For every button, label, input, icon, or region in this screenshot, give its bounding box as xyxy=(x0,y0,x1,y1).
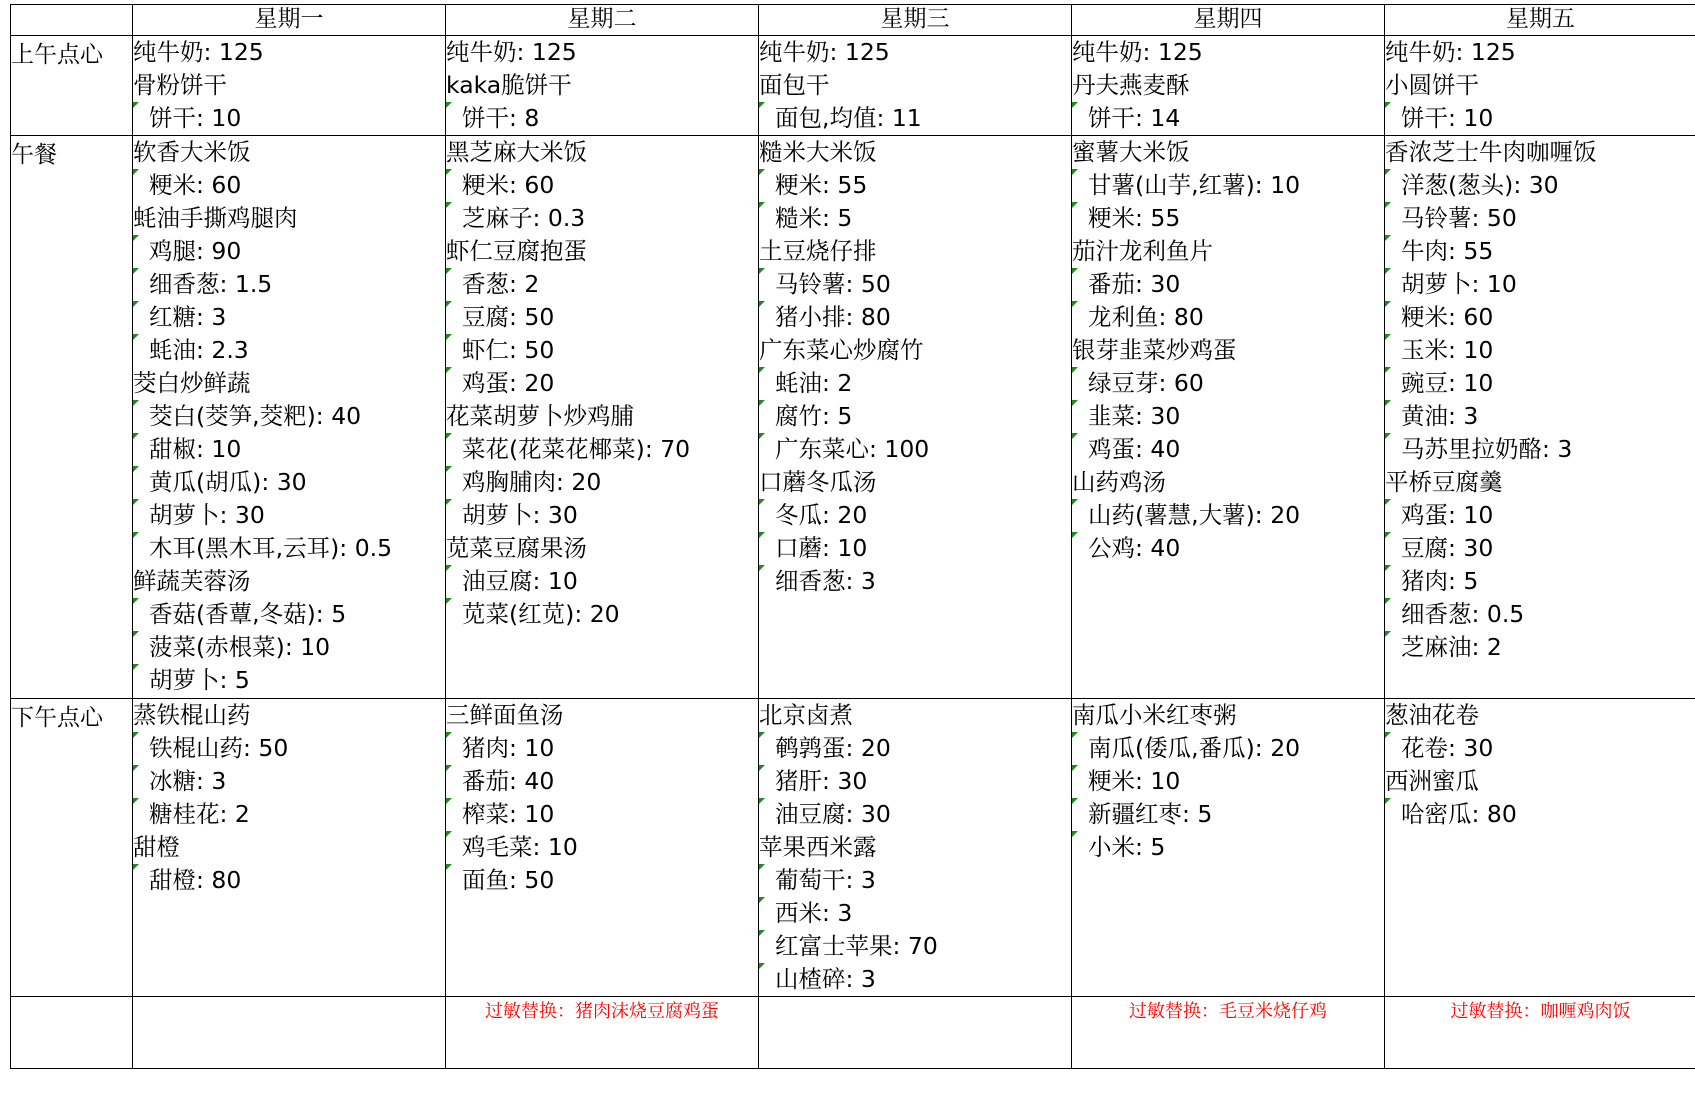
dish-name: 平桥豆腐羹 xyxy=(1385,468,1503,496)
ingredient-amount: 饼干: 14 xyxy=(1072,102,1384,135)
dish-name: 土豆烧仔排 xyxy=(759,237,877,265)
menu-cell[interactable] xyxy=(759,699,1072,997)
ingredient-amount: 哈密瓜: 80 xyxy=(1385,798,1695,831)
dish-name: 茭白炒鲜蔬 xyxy=(133,369,251,397)
dish-name: 三鲜面鱼汤 xyxy=(446,701,564,729)
dish-name: 甜橙 xyxy=(133,833,180,861)
ingredient-amount: 粳米: 55 xyxy=(1072,202,1384,235)
allergy-note-thu[interactable]: 过敏替换：毛豆米烧仔鸡 xyxy=(1072,997,1385,1069)
ingredient-amount: 番茄: 30 xyxy=(1072,268,1384,301)
ingredient-amount: 面鱼: 50 xyxy=(446,864,758,897)
dish-name: 蒸铁棍山药 xyxy=(133,701,251,729)
ingredient-amount: 油豆腐: 10 xyxy=(446,565,758,598)
dish-name: 虾仁豆腐抱蛋 xyxy=(446,237,587,265)
ingredient-amount: 菠菜(赤根菜): 10 xyxy=(133,631,445,664)
dish-name: 鲜蔬芙蓉汤 xyxy=(133,567,251,595)
ingredient-amount: 芝麻子: 0.3 xyxy=(446,202,758,235)
ingredient-amount: 糙米: 5 xyxy=(759,202,1071,235)
ingredient-amount: 甜椒: 10 xyxy=(133,433,445,466)
ingredient-amount: 胡萝卜: 10 xyxy=(1385,268,1695,301)
meal-label-afternoon-snack[interactable]: 下午点心 xyxy=(11,699,133,997)
dish-name: 口蘑冬瓜汤 xyxy=(759,468,877,496)
ingredient-amount: 新疆红枣: 5 xyxy=(1072,798,1384,831)
ingredient-amount: 胡萝卜: 30 xyxy=(133,499,445,532)
dish-name: 山药鸡汤 xyxy=(1072,468,1166,496)
ingredient-amount: 细香葱: 0.5 xyxy=(1385,598,1695,631)
ingredient-amount: 山药(薯慧,大薯): 20 xyxy=(1072,499,1384,532)
meal-row-lunch xyxy=(11,136,1695,699)
dish-name: 小圆饼干 xyxy=(1385,71,1479,99)
ingredient-amount: 马铃薯: 50 xyxy=(759,268,1071,301)
ingredient-amount: 茭白(茭笋,茭粑): 40 xyxy=(133,400,445,433)
ingredient-amount: 番茄: 40 xyxy=(446,765,758,798)
ingredient-amount: 猪小排: 80 xyxy=(759,301,1071,334)
ingredient-amount: 豌豆: 10 xyxy=(1385,367,1695,400)
ingredient-amount: 面包,均值: 11 xyxy=(759,102,1071,135)
header-row xyxy=(11,5,1695,36)
meal-row-morning-snack xyxy=(11,36,1695,136)
ingredient-amount: 香葱: 2 xyxy=(446,268,758,301)
ingredient-amount: 鹌鹑蛋: 20 xyxy=(759,732,1071,765)
menu-cell[interactable] xyxy=(133,36,446,136)
ingredient-amount: 冬瓜: 20 xyxy=(759,499,1071,532)
menu-cell[interactable] xyxy=(1072,136,1385,699)
ingredient-amount: 绿豆芽: 60 xyxy=(1072,367,1384,400)
allergy-note-fri[interactable]: 过敏替换：咖喱鸡肉饭 xyxy=(1385,997,1695,1069)
menu-cell[interactable] xyxy=(133,699,446,997)
dish-name: 葱油花卷 xyxy=(1385,701,1479,729)
dish-name: 软香大米饭 xyxy=(133,138,251,166)
ingredient-amount: 饼干: 8 xyxy=(446,102,758,135)
ingredient-amount: 菜花(花菜花椰菜): 70 xyxy=(446,433,758,466)
ingredient-amount: 糖桂花: 2 xyxy=(133,798,445,831)
dish-name: 糙米大米饭 xyxy=(759,138,877,166)
dish-name: 茄汁龙利鱼片 xyxy=(1072,237,1213,265)
dish-name: 香浓芝士牛肉咖喱饭 xyxy=(1385,138,1597,166)
menu-cell[interactable] xyxy=(1385,699,1695,997)
ingredient-amount: 鸡蛋: 10 xyxy=(1385,499,1695,532)
ingredient-amount: 山楂碎: 3 xyxy=(759,963,1071,996)
ingredient-amount: 西米: 3 xyxy=(759,897,1071,930)
allergy-note-tue[interactable]: 过敏替换：猪肉沫烧豆腐鸡蛋 xyxy=(446,997,759,1069)
ingredient-amount: 饼干: 10 xyxy=(133,102,445,135)
ingredient-amount: 花卷: 30 xyxy=(1385,732,1695,765)
menu-cell[interactable] xyxy=(759,36,1072,136)
dish-name: 纯牛奶: 125 xyxy=(1385,38,1516,66)
menu-cell[interactable] xyxy=(759,136,1072,699)
ingredient-amount: 口蘑: 10 xyxy=(759,532,1071,565)
ingredient-amount: 芝麻油: 2 xyxy=(1385,631,1695,664)
ingredient-amount: 鸡蛋: 20 xyxy=(446,367,758,400)
ingredient-amount: 胡萝卜: 30 xyxy=(446,499,758,532)
ingredient-amount: 玉米: 10 xyxy=(1385,334,1695,367)
dish-name: 银芽韭菜炒鸡蛋 xyxy=(1072,336,1237,364)
dish-name: kaka脆饼干 xyxy=(446,71,572,99)
dish-name: 蜜薯大米饭 xyxy=(1072,138,1190,166)
ingredient-amount: 蚝油: 2.3 xyxy=(133,334,445,367)
menu-cell[interactable] xyxy=(1385,36,1695,136)
ingredient-amount: 粳米: 60 xyxy=(133,169,445,202)
dish-name: 苋菜豆腐果汤 xyxy=(446,534,587,562)
ingredient-amount: 饼干: 10 xyxy=(1385,102,1695,135)
ingredient-amount: 牛肉: 55 xyxy=(1385,235,1695,268)
ingredient-amount: 鸡腿: 90 xyxy=(133,235,445,268)
menu-cell[interactable] xyxy=(133,136,446,699)
dish-name: 纯牛奶: 125 xyxy=(1072,38,1203,66)
menu-cell[interactable] xyxy=(446,699,759,997)
ingredient-amount: 细香葱: 1.5 xyxy=(133,268,445,301)
ingredient-amount: 香菇(香蕈,冬菇): 5 xyxy=(133,598,445,631)
ingredient-amount: 粳米: 60 xyxy=(446,169,758,202)
meal-label-morning-snack[interactable]: 上午点心 xyxy=(11,36,133,136)
ingredient-amount: 小米: 5 xyxy=(1072,831,1384,864)
ingredient-amount: 黄瓜(胡瓜): 30 xyxy=(133,466,445,499)
day-header-fri[interactable]: 星期五 xyxy=(1385,5,1695,36)
ingredient-amount: 洋葱(葱头): 30 xyxy=(1385,169,1695,202)
ingredient-amount: 马铃薯: 50 xyxy=(1385,202,1695,235)
weekly-menu-table xyxy=(10,4,1695,1069)
day-header-thu[interactable]: 星期四 xyxy=(1072,5,1385,36)
ingredient-amount: 猪肉: 10 xyxy=(446,732,758,765)
dish-name: 纯牛奶: 125 xyxy=(759,38,890,66)
dish-name: 西洲蜜瓜 xyxy=(1385,767,1479,795)
dish-name: 骨粉饼干 xyxy=(133,71,227,99)
ingredient-amount: 粳米: 55 xyxy=(759,169,1071,202)
ingredient-amount: 腐竹: 5 xyxy=(759,400,1071,433)
dish-name: 北京卤煮 xyxy=(759,701,853,729)
ingredient-amount: 葡萄干: 3 xyxy=(759,864,1071,897)
ingredient-amount: 榨菜: 10 xyxy=(446,798,758,831)
allergy-note-label-cell[interactable] xyxy=(11,997,133,1069)
allergy-note-mon[interactable] xyxy=(133,997,446,1069)
allergy-note-row xyxy=(11,997,1695,1069)
dish-name: 蚝油手撕鸡腿肉 xyxy=(133,204,298,232)
ingredient-amount: 鸡毛菜: 10 xyxy=(446,831,758,864)
ingredient-amount: 细香葱: 3 xyxy=(759,565,1071,598)
ingredient-amount: 黄油: 3 xyxy=(1385,400,1695,433)
ingredient-amount: 粳米: 60 xyxy=(1385,301,1695,334)
ingredient-amount: 公鸡: 40 xyxy=(1072,532,1384,565)
ingredient-amount: 蚝油: 2 xyxy=(759,367,1071,400)
day-header-wed[interactable]: 星期三 xyxy=(759,5,1072,36)
ingredient-amount: 豆腐: 30 xyxy=(1385,532,1695,565)
ingredient-amount: 豆腐: 50 xyxy=(446,301,758,334)
ingredient-amount: 冰糖: 3 xyxy=(133,765,445,798)
dish-name: 纯牛奶: 125 xyxy=(446,38,577,66)
day-header-mon[interactable]: 星期一 xyxy=(133,5,446,36)
ingredient-amount: 龙利鱼: 80 xyxy=(1072,301,1384,334)
ingredient-amount: 甘薯(山芋,红薯): 10 xyxy=(1072,169,1384,202)
dish-name: 面包干 xyxy=(759,71,830,99)
ingredient-amount: 马苏里拉奶酪: 3 xyxy=(1385,433,1695,466)
ingredient-amount: 胡萝卜: 5 xyxy=(133,664,445,697)
ingredient-amount: 粳米: 10 xyxy=(1072,765,1384,798)
dish-name: 纯牛奶: 125 xyxy=(133,38,264,66)
dish-name: 丹夫燕麦酥 xyxy=(1072,71,1190,99)
ingredient-amount: 广东菜心: 100 xyxy=(759,433,1071,466)
menu-cell[interactable] xyxy=(1072,699,1385,997)
meal-label-lunch[interactable]: 午餐 xyxy=(11,136,133,699)
ingredient-amount: 油豆腐: 30 xyxy=(759,798,1071,831)
ingredient-amount: 红糖: 3 xyxy=(133,301,445,334)
ingredient-amount: 红富士苹果: 70 xyxy=(759,930,1071,963)
ingredient-amount: 鸡蛋: 40 xyxy=(1072,433,1384,466)
ingredient-amount: 铁棍山药: 50 xyxy=(133,732,445,765)
menu-cell[interactable] xyxy=(1072,36,1385,136)
menu-cell[interactable] xyxy=(446,136,759,699)
dish-name: 广东菜心炒腐竹 xyxy=(759,336,924,364)
ingredient-amount: 鸡胸脯肉: 20 xyxy=(446,466,758,499)
ingredient-amount: 木耳(黑木耳,云耳): 0.5 xyxy=(133,532,445,565)
dish-name: 花菜胡萝卜炒鸡脯 xyxy=(446,402,634,430)
ingredient-amount: 甜橙: 80 xyxy=(133,864,445,897)
day-header-tue[interactable]: 星期二 xyxy=(446,5,759,36)
meal-row-afternoon-snack xyxy=(11,699,1695,997)
ingredient-amount: 韭菜: 30 xyxy=(1072,400,1384,433)
dish-name: 黑芝麻大米饭 xyxy=(446,138,587,166)
dish-name: 南瓜小米红枣粥 xyxy=(1072,701,1237,729)
dish-name: 苹果西米露 xyxy=(759,833,877,861)
ingredient-amount: 南瓜(倭瓜,番瓜): 20 xyxy=(1072,732,1384,765)
ingredient-amount: 虾仁: 50 xyxy=(446,334,758,367)
menu-cell[interactable] xyxy=(1385,136,1695,699)
menu-cell[interactable] xyxy=(446,36,759,136)
ingredient-amount: 苋菜(红苋): 20 xyxy=(446,598,758,631)
allergy-note-wed[interactable] xyxy=(759,997,1072,1069)
ingredient-amount: 猪肉: 5 xyxy=(1385,565,1695,598)
corner-cell[interactable] xyxy=(11,5,133,36)
ingredient-amount: 猪肝: 30 xyxy=(759,765,1071,798)
